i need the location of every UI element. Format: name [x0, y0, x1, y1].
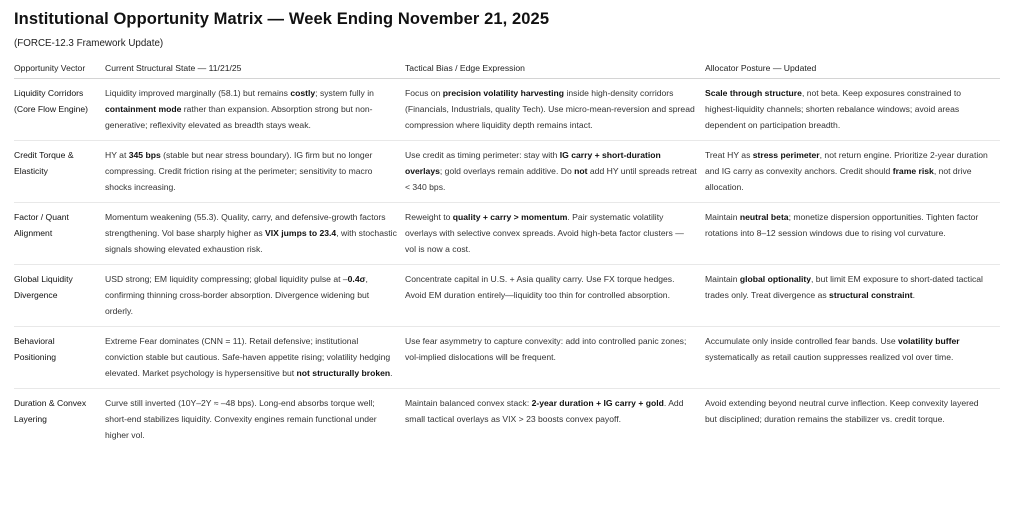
cell-text: , confirming thinning cross-border absorption. Divergence widening but orderly. — [105, 274, 370, 316]
opportunity-vector-cell: Duration & Convex Layering — [14, 398, 87, 424]
emphasis-text: quality + carry > momentum — [452, 212, 568, 222]
cell-text: ; system fully in — [315, 88, 374, 98]
cell-text: , not beta. Keep exposures constrained to highest-liquidity channels; shorten rebalance windows; avoid areas dependent on participation breadth. — [705, 88, 962, 130]
cell-text: HY at — [105, 150, 129, 160]
emphasis-text: 2-year duration + IG carry + gold — [531, 398, 664, 408]
page-subtitle: (FORCE-12.3 Framework Update) — [14, 38, 164, 49]
cell-text: USD strong; EM liquidity compressing; global liquidity pulse at – — [105, 274, 348, 284]
table-row — [14, 79, 1000, 141]
allocator-posture-cell — [705, 79, 1000, 141]
opportunity-vector-cell: Behavioral Positioning — [14, 327, 105, 389]
emphasis-text: not — [574, 166, 588, 176]
table-row — [14, 389, 1000, 451]
emphasis-text: volatility buffer — [898, 336, 960, 346]
document-page — [14, 8, 1004, 450]
cell-text: Treat HY as — [705, 150, 753, 160]
structural-state-cell — [105, 79, 405, 141]
cell-text: ; monetize dispersion opportunities. Tighten factor rotations into 8–12 session windows due to rising vol curvature. — [705, 212, 979, 238]
table-body — [14, 79, 1000, 451]
emphasis-text: frame risk — [892, 166, 934, 176]
emphasis-text: containment mode — [105, 104, 182, 114]
cell-text: . Add small tactical overlays as VIX > 23 boosts convex payoff. — [405, 398, 684, 424]
emphasis-text: IG carry + short-duration overlays — [405, 150, 661, 176]
emphasis-text: stress perimeter — [752, 150, 820, 160]
emphasis-text: not structurally broken — [296, 368, 391, 378]
opportunity-vector-cell: Credit Torque & Elasticity — [14, 141, 105, 203]
allocator-posture-cell — [705, 141, 1000, 203]
cell-text: Maintain — [705, 212, 740, 222]
tactical-bias-cell — [405, 203, 705, 265]
cell-text: . — [390, 368, 393, 378]
table-row — [14, 327, 1000, 389]
tactical-bias-cell — [405, 79, 705, 141]
table-row — [14, 203, 1000, 265]
structural-state-cell — [105, 265, 405, 327]
cell-text: , not return engine. Prioritize 2-year duration and IG carry as convexity anchors. Credit should — [705, 150, 988, 176]
cell-text: inside high-density corridors (Financials, Industrials, quality Tech). Use micro-mean-reversion and spread compression where liquidity depth remains intact. — [405, 88, 695, 130]
cell-text: add HY until spreads retreat < 340 bps. — [405, 166, 697, 192]
emphasis-text: structural constraint — [829, 290, 913, 300]
structural-state-cell — [105, 141, 405, 203]
cell-text: Liquidity improved marginally (58.1) but remains — [105, 88, 291, 98]
cell-text: rather than expansion. Absorption strong but non-generative; reflexivity elevated as breadth stays weak. — [105, 104, 373, 130]
emphasis-text: 345 bps — [128, 150, 161, 160]
cell-text: systematically as retail caution suppresses realized vol over time. — [705, 352, 954, 362]
opportunity-vector-cell: Factor / Quant Alignment — [14, 203, 105, 265]
cell-text: Maintain balanced convex stack: — [405, 398, 532, 408]
page-title: Institutional Opportunity Matrix — Week Ending November 21, 2025 — [14, 10, 550, 28]
header-structural-state: Current Structural State — 11/21/25 — [105, 55, 405, 79]
table-row — [14, 141, 1000, 203]
allocator-posture-cell — [705, 327, 1000, 389]
cell-text: Curve still inverted (10Y–2Y ≈ –48 bps). Long-end absorbs torque well; short-end stabilizes liquidity. Convexity engines remain functional under higher vol. — [105, 398, 377, 440]
emphasis-text: 0.4σ — [347, 274, 366, 284]
cell-text: . Pair systematic volatility overlays with selective convex spreads. Avoid high-beta factor clusters — vol is now a cost. — [405, 212, 684, 254]
structural-state-cell — [105, 203, 405, 265]
allocator-posture-cell — [705, 203, 1000, 265]
cell-text: Use credit as timing perimeter: stay with — [405, 150, 560, 160]
cell-text: Use fear asymmetry to capture convexity: add into controlled panic zones; vol-implied dislocations will be frequent. — [405, 336, 687, 362]
cell-text: (stable but near stress boundary). IG firm but no longer compressing. Credit friction rising at the perimeter; sensitivity to macro shocks increasing. — [105, 150, 373, 192]
cell-text: Accumulate only inside controlled fear bands. Use — [705, 336, 898, 346]
structural-state-cell — [105, 389, 405, 451]
header-allocator-posture: Allocator Posture — Updated — [705, 55, 1000, 79]
emphasis-text: neutral beta — [739, 212, 789, 222]
cell-text: Momentum weakening (55.3). Quality, carry, and defensive-growth factors strengthening. Vol base sharply higher as — [105, 212, 386, 238]
cell-text: Extreme Fear dominates (CNN = 11). Retail defensive; institutional conviction stable but cautious. Safe-haven appetite rising; volatility hedging elevated. Market psychology is hypersensitive but — [105, 336, 391, 378]
allocator-posture-cell — [705, 389, 1000, 451]
opportunity-matrix-table — [14, 55, 1000, 450]
cell-text: , but limit EM exposure to short-dated tactical trades only. Treat divergence as — [705, 274, 983, 300]
structural-state-cell — [105, 327, 405, 389]
emphasis-text: Scale through structure — [705, 88, 802, 98]
cell-text: , not drive allocation. — [705, 166, 972, 192]
cell-text: . — [912, 290, 916, 300]
cell-text: Maintain — [705, 274, 740, 284]
tactical-bias-cell — [405, 265, 705, 327]
emphasis-text: global optionality — [739, 274, 812, 284]
tactical-bias-cell — [405, 389, 705, 451]
emphasis-text: VIX jumps to 23.4 — [265, 228, 337, 238]
opportunity-vector-cell: Liquidity Corridors (Core Flow Engine) — [14, 79, 105, 141]
cell-text: Avoid extending beyond neutral curve inflection. Keep convexity layered but disciplined; duration remains the stabilizer vs. credit torque. — [705, 398, 979, 424]
tactical-bias-cell — [405, 327, 705, 389]
tactical-bias-cell — [405, 141, 705, 203]
cell-text: , with stochastic signals showing elevated exhaustion risk. — [105, 228, 397, 254]
cell-text: Concentrate capital in U.S. + Asia quality carry. Use FX torque hedges. Avoid EM duration entirely—liquidity too thin for controlled absorption. — [405, 274, 675, 300]
emphasis-text: precision volatility harvesting — [442, 88, 565, 98]
cell-text: Reweight to — [405, 212, 453, 222]
header-tactical-bias: Tactical Bias / Edge Expression — [405, 55, 705, 79]
table-header-row — [14, 55, 1000, 79]
header-opportunity-vector: Opportunity Vector — [14, 55, 105, 79]
table-row — [14, 265, 1000, 327]
cell-text: Focus on — [405, 88, 443, 98]
allocator-posture-cell — [705, 265, 1000, 327]
emphasis-text: costly — [290, 88, 316, 98]
cell-text: ; gold overlays remain additive. Do — [439, 166, 575, 176]
opportunity-vector-cell: Global Liquidity Divergence — [14, 265, 105, 327]
